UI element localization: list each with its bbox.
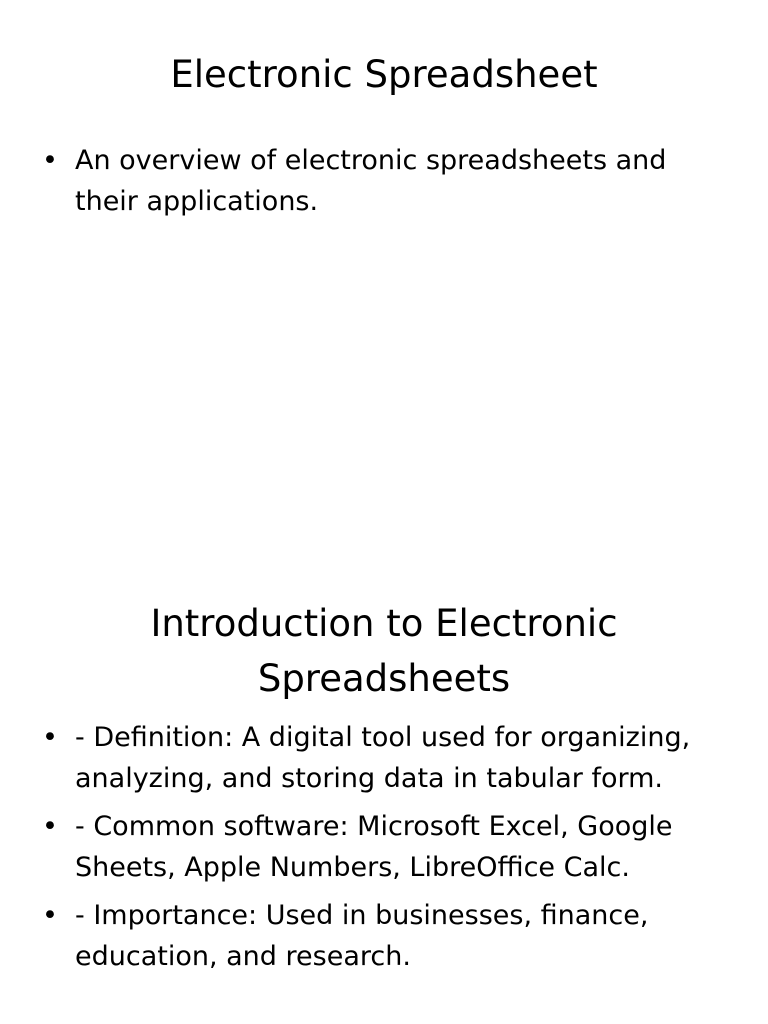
bullet-item <box>40 717 720 799</box>
bullet-item <box>40 895 720 977</box>
bullet-icon: • <box>42 722 58 753</box>
slide-title: Introduction to Electronic Spreadsheets <box>150 602 618 700</box>
bullet-text: - Common software: Microsoft Excel, Google Sheets, Apple Numbers, LibreOffice Calc. <box>75 811 673 883</box>
slide-title: Electronic Spreadsheet <box>170 53 598 96</box>
bullet-icon: • <box>42 900 58 931</box>
bullet-list <box>40 140 720 229</box>
bullet-icon: • <box>42 145 58 176</box>
bullet-text: - Definition: A digital tool used for organizing, analyzing, and storing data in tabular form. <box>75 722 691 794</box>
bullet-item <box>40 140 720 222</box>
bullet-list <box>40 717 720 984</box>
bullet-icon: • <box>42 811 58 842</box>
bullet-text: An overview of electronic spreadsheets and their applications. <box>75 145 667 217</box>
slide-2 <box>0 512 768 1024</box>
bullet-item <box>40 806 720 888</box>
bullet-text: - Importance: Used in businesses, finance, education, and research. <box>75 900 649 972</box>
